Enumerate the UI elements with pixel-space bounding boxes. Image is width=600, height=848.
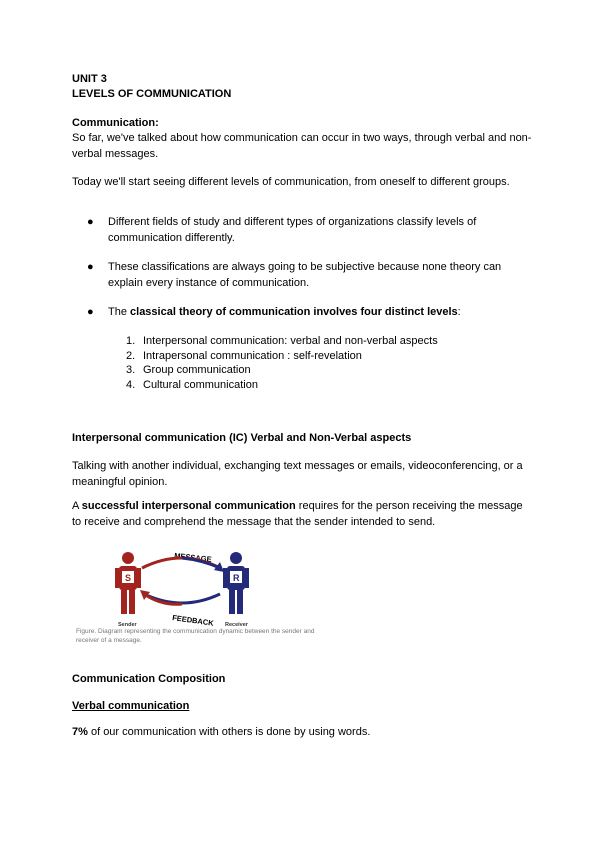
message-label: MESSAGE bbox=[173, 551, 213, 564]
bullet-item bbox=[72, 259, 532, 291]
communication-heading: Communication: bbox=[72, 117, 159, 129]
bullet-text-suffix: : bbox=[457, 306, 461, 318]
sender-label: Sender bbox=[118, 622, 137, 628]
bullet-dot: ● bbox=[87, 306, 94, 318]
receiver-label: Receiver bbox=[225, 622, 248, 628]
bullet-dot: ● bbox=[87, 216, 94, 228]
intro-paragraph: So far, we've talked about how communication can occur in two ways, through verbal and non-verbal messages. bbox=[72, 132, 532, 160]
bullet-text-prefix: The bbox=[108, 306, 131, 318]
composition-heading: Communication Composition bbox=[72, 673, 226, 685]
receiver-figure-icon bbox=[223, 552, 249, 614]
bullet-text-bold: classical theory of communication involves four distinct levels bbox=[130, 306, 458, 318]
level-item: 4. Cultural communication bbox=[126, 378, 258, 391]
verbal-communication-heading: Verbal communication bbox=[72, 700, 190, 712]
level-item: 2. Intrapersonal communication : self-revelation bbox=[126, 349, 362, 362]
verbal-stat-paragraph: 7% of our communication with others is done by using words. bbox=[72, 726, 371, 738]
bullet-item bbox=[72, 304, 532, 320]
unit-label: UNIT 3 bbox=[72, 73, 107, 85]
bullet-list bbox=[72, 214, 532, 320]
figure-caption: Figure. Diagram representing the communication dynamic between the sender and receiver of a message. bbox=[76, 628, 315, 644]
today-paragraph: Today we'll start seeing different levels of communication, from oneself to different groups. bbox=[72, 176, 510, 188]
level-item: 1. Interpersonal communication: verbal and non-verbal aspects bbox=[126, 335, 438, 347]
bullet-text: These classifications are always going to be subjective because none theory can explain every instance of communication. bbox=[108, 261, 502, 289]
receiver-letter: R bbox=[233, 573, 240, 583]
feedback-label: FEEDBACK bbox=[171, 613, 215, 628]
bullet-text: Different fields of study and different types of organizations classify levels of communication differently. bbox=[108, 216, 477, 244]
success-paragraph: A successful interpersonal communication requires for the person receiving the message to receive and comprehend the message that the sender intended to send. bbox=[72, 500, 523, 528]
stat-percentage: 7% bbox=[72, 726, 88, 738]
interpersonal-heading: Interpersonal communication (IC) Verbal and Non-Verbal aspects bbox=[72, 432, 412, 444]
sender-figure-icon bbox=[115, 552, 141, 614]
sender-letter: S bbox=[125, 573, 132, 583]
bullet-item bbox=[72, 214, 532, 246]
document-title: LEVELS OF COMMUNICATION bbox=[72, 88, 232, 100]
level-item: 3. Group communication bbox=[126, 364, 251, 376]
bullet-dot: ● bbox=[87, 261, 94, 273]
interpersonal-paragraph: Talking with another individual, exchanging text messages or emails, videoconferencing, or a meaningful opinion. bbox=[72, 460, 523, 488]
levels-list bbox=[72, 334, 532, 392]
